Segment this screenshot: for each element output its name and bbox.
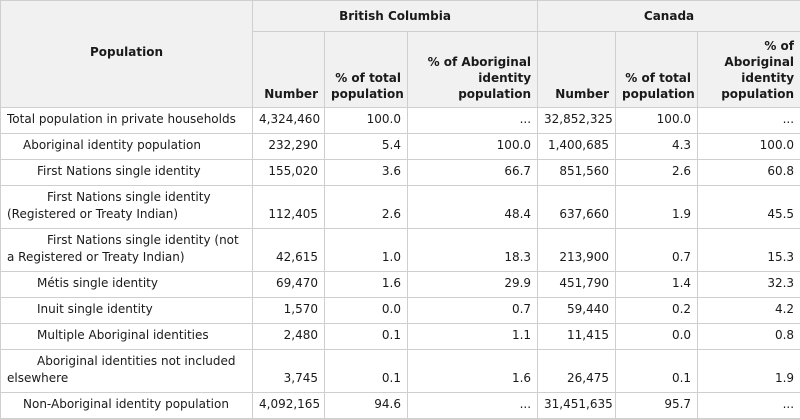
- cell-bc-number: 42,615: [253, 229, 325, 272]
- table-row: [1, 393, 800, 419]
- cell-ca-pct-aboriginal: 1.9: [698, 350, 800, 393]
- header-population: Population: [1, 1, 253, 108]
- table-row: [1, 134, 800, 160]
- row-label-line2: (Registered or Treaty Indian): [7, 207, 178, 221]
- header-group-british-columbia: British Columbia: [253, 1, 538, 32]
- row-label: [1, 186, 253, 229]
- cell-ca-pct-total: 0.2: [616, 298, 698, 324]
- row-label-line1: First Nations single identity (not: [7, 233, 239, 247]
- cell-bc-pct-aboriginal: ...: [408, 108, 538, 134]
- table-row: [1, 324, 800, 350]
- cell-ca-pct-aboriginal: ...: [698, 108, 800, 134]
- table-row: [1, 160, 800, 186]
- cell-ca-pct-total: 2.6: [616, 160, 698, 186]
- cell-ca-pct-aboriginal: ...: [698, 393, 800, 419]
- cell-bc-number: 155,020: [253, 160, 325, 186]
- table-row: [1, 298, 800, 324]
- cell-ca-number: 26,475: [538, 350, 616, 393]
- cell-ca-number: 11,415: [538, 324, 616, 350]
- row-label: Non-Aboriginal identity population: [1, 393, 253, 419]
- cell-bc-pct-aboriginal: 100.0: [408, 134, 538, 160]
- cell-ca-pct-aboriginal: 4.2: [698, 298, 800, 324]
- cell-bc-pct-aboriginal: 1.1: [408, 324, 538, 350]
- cell-bc-pct-total: 94.6: [325, 393, 408, 419]
- header-ca-pct-total: % of total population: [616, 32, 698, 108]
- row-label: Inuit single identity: [1, 298, 253, 324]
- cell-ca-number: 637,660: [538, 186, 616, 229]
- row-label: Total population in private households: [1, 108, 253, 134]
- cell-ca-number: 1,400,685: [538, 134, 616, 160]
- cell-bc-pct-total: 100.0: [325, 108, 408, 134]
- header-ca-number: Number: [538, 32, 616, 108]
- table-row: [1, 272, 800, 298]
- header-ca-pct-aboriginal: % of Aboriginal identity population: [698, 32, 800, 108]
- cell-bc-pct-aboriginal: 1.6: [408, 350, 538, 393]
- cell-bc-number: 69,470: [253, 272, 325, 298]
- cell-ca-pct-total: 0.0: [616, 324, 698, 350]
- cell-bc-pct-total: 5.4: [325, 134, 408, 160]
- cell-ca-pct-aboriginal: 32.3: [698, 272, 800, 298]
- row-label-line2: elsewhere: [7, 371, 68, 385]
- cell-bc-number: 112,405: [253, 186, 325, 229]
- table-row: [1, 186, 800, 229]
- cell-ca-pct-total: 0.1: [616, 350, 698, 393]
- cell-bc-pct-total: 3.6: [325, 160, 408, 186]
- cell-ca-pct-aboriginal: 0.8: [698, 324, 800, 350]
- cell-ca-number: 32,852,325: [538, 108, 616, 134]
- table-row: [1, 229, 800, 272]
- header-bc-pct-aboriginal: % of Aboriginal identity population: [408, 32, 538, 108]
- table-row: [1, 108, 800, 134]
- cell-ca-pct-total: 0.7: [616, 229, 698, 272]
- cell-ca-number: 451,790: [538, 272, 616, 298]
- cell-bc-number: 4,324,460: [253, 108, 325, 134]
- header-group-canada: Canada: [538, 1, 800, 32]
- table-row: [1, 350, 800, 393]
- cell-bc-pct-total: 1.0: [325, 229, 408, 272]
- cell-bc-number: 1,570: [253, 298, 325, 324]
- cell-ca-pct-total: 4.3: [616, 134, 698, 160]
- cell-ca-number: 31,451,635: [538, 393, 616, 419]
- cell-ca-pct-total: 100.0: [616, 108, 698, 134]
- row-label: Multiple Aboriginal identities: [1, 324, 253, 350]
- row-label: First Nations single identity: [1, 160, 253, 186]
- row-label-line1: First Nations single identity: [7, 190, 211, 204]
- cell-bc-pct-aboriginal: 0.7: [408, 298, 538, 324]
- row-label-line1: Aboriginal identities not included: [7, 354, 236, 368]
- cell-bc-pct-total: 0.1: [325, 350, 408, 393]
- cell-bc-pct-total: 1.6: [325, 272, 408, 298]
- cell-bc-pct-aboriginal: 18.3: [408, 229, 538, 272]
- cell-ca-pct-total: 1.9: [616, 186, 698, 229]
- row-label: [1, 229, 253, 272]
- cell-bc-pct-total: 2.6: [325, 186, 408, 229]
- cell-bc-pct-aboriginal: ...: [408, 393, 538, 419]
- row-label: Aboriginal identity population: [1, 134, 253, 160]
- header-bc-number: Number: [253, 32, 325, 108]
- cell-bc-pct-total: 0.0: [325, 298, 408, 324]
- row-label-line2: a Registered or Treaty Indian): [7, 250, 185, 264]
- cell-bc-pct-aboriginal: 29.9: [408, 272, 538, 298]
- cell-ca-pct-total: 95.7: [616, 393, 698, 419]
- cell-ca-number: 213,900: [538, 229, 616, 272]
- cell-bc-number: 232,290: [253, 134, 325, 160]
- cell-bc-number: 4,092,165: [253, 393, 325, 419]
- row-label: [1, 350, 253, 393]
- cell-ca-pct-aboriginal: 15.3: [698, 229, 800, 272]
- cell-ca-pct-aboriginal: 45.5: [698, 186, 800, 229]
- cell-bc-number: 2,480: [253, 324, 325, 350]
- cell-ca-number: 59,440: [538, 298, 616, 324]
- cell-ca-pct-aboriginal: 60.8: [698, 160, 800, 186]
- cell-bc-pct-aboriginal: 66.7: [408, 160, 538, 186]
- cell-ca-pct-aboriginal: 100.0: [698, 134, 800, 160]
- cell-ca-pct-total: 1.4: [616, 272, 698, 298]
- table-header: [1, 1, 800, 108]
- cell-ca-number: 851,560: [538, 160, 616, 186]
- row-label: Métis single identity: [1, 272, 253, 298]
- header-bc-pct-total: % of total population: [325, 32, 408, 108]
- cell-bc-pct-aboriginal: 48.4: [408, 186, 538, 229]
- cell-bc-pct-total: 0.1: [325, 324, 408, 350]
- table-body: [1, 108, 800, 419]
- cell-bc-number: 3,745: [253, 350, 325, 393]
